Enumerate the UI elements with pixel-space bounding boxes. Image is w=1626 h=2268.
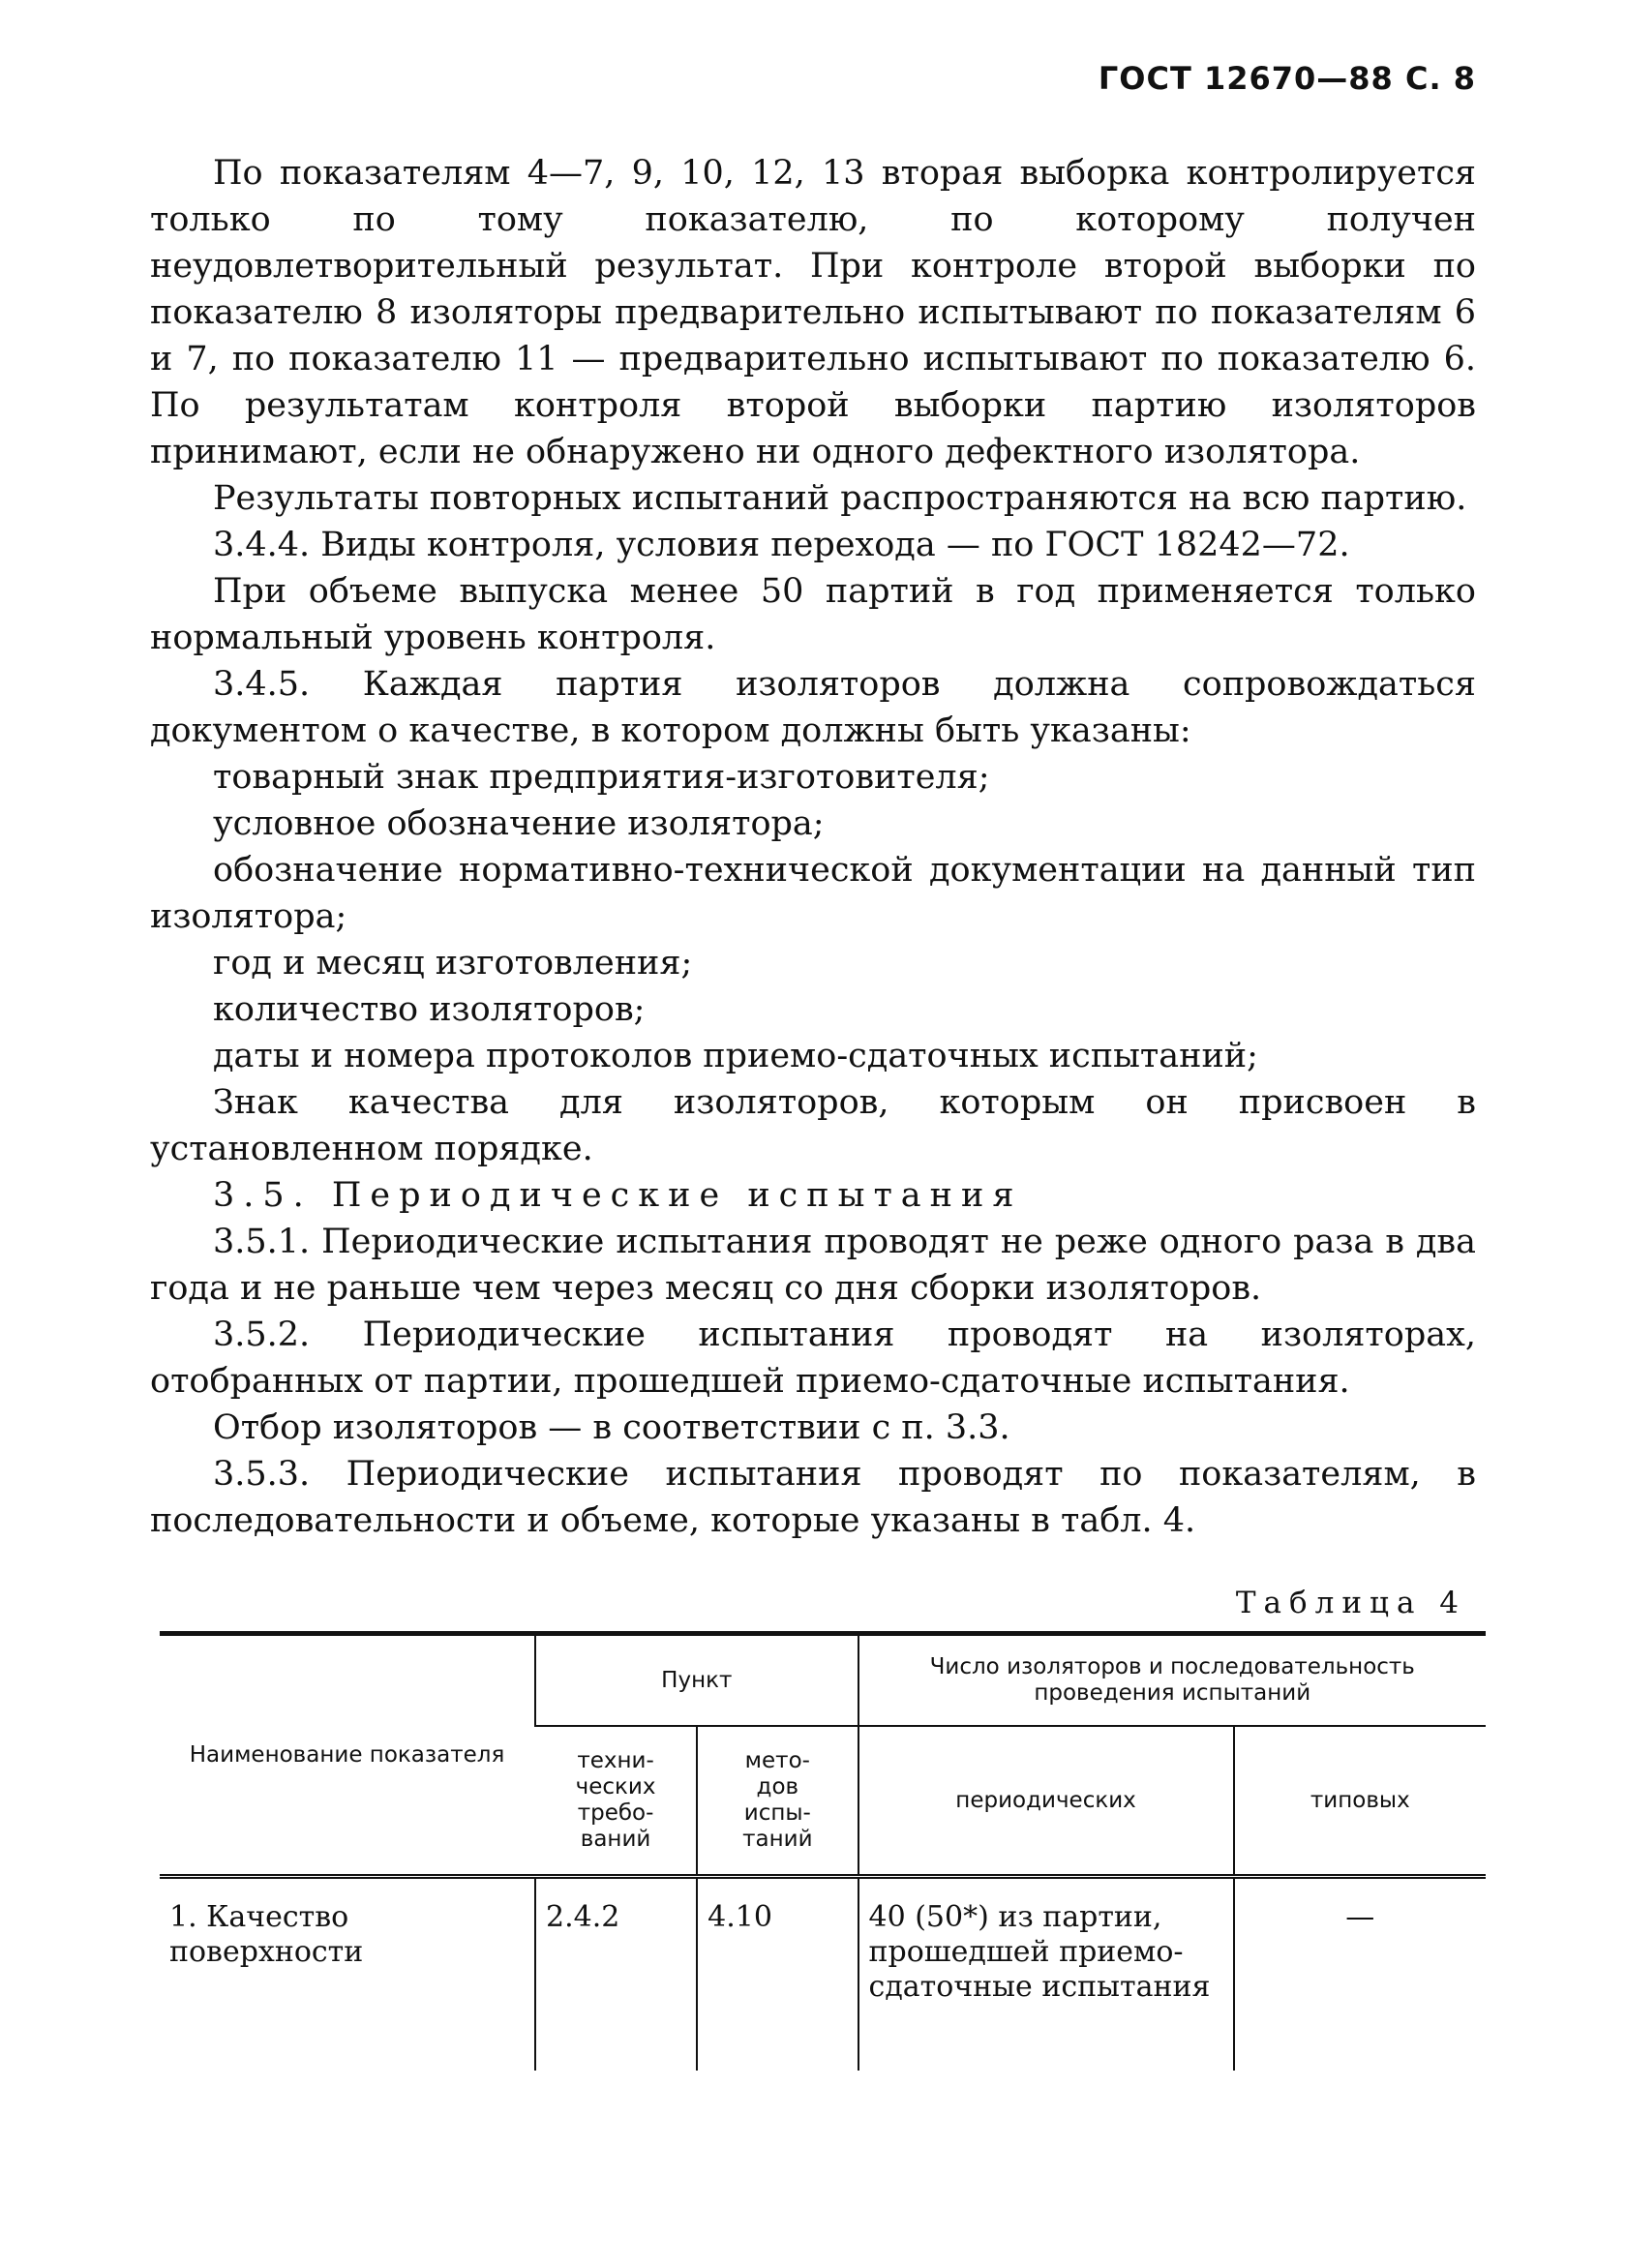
list-item: год и месяц изготовления;	[213, 944, 693, 983]
paragraph-3-5-1: 3.5.1. Периодические испытания проводят не реже одного раза в два года и не раньше чем через месяц со дня сборки изоляторов.	[150, 1223, 1476, 1308]
paragraph-3-4-4: 3.4.4. Виды контроля, условия перехода — по ГОСТ 18242—72.	[213, 526, 1350, 564]
header-tech-requirements: техни- ческих требо- ваний	[535, 1726, 697, 1877]
table-caption: Таблица 4	[1235, 1586, 1466, 1620]
paragraph-repeat-tests: Результаты повторных испытаний распространяются на всю партию.	[213, 479, 1467, 518]
list-item: условное обозначение изолятора;	[213, 804, 825, 843]
list-item: количество изоляторов;	[213, 990, 646, 1029]
cell-periodic: 40 (50*) из партии, прошедшей приемо-сдаточные испытания	[858, 1877, 1234, 2071]
paragraph-3-4-5: 3.4.5. Каждая партия изоляторов должна сопровождаться документом о качестве, в котором должны быть указаны:	[150, 665, 1476, 750]
paragraph-second-sample: По показателям 4—7, 9, 10, 12, 13 вторая выборка контролируется только по тому показателю, по которому получен неудовлетворительный результат. При контроле второй выборки по показателю 8 изоляторы предварительно испытывают по показателям 6 и 7, по показателю 11 — предварительно испытывают по показателю 6. По результатам контроля второй выборки партию изоляторов принимают, если не обнаружено ни одного дефектного изолятора.	[150, 154, 1476, 471]
list-item: обозначение нормативно-технической документации на данный тип изолятора;	[150, 851, 1476, 936]
paragraph-3-5-2: 3.5.2. Периодические испытания проводят на изоляторах, отобранных от партии, прошедшей приемо-сдаточные испытания.	[150, 1315, 1476, 1401]
page-header: ГОСТ 12670—88 С. 8	[1098, 60, 1476, 97]
document-body	[150, 150, 1476, 1544]
header-punkt: Пункт	[535, 1634, 858, 1727]
paragraph-3-5-3: 3.5.3. Периодические испытания проводят по показателям, в последовательности и объеме, которые указаны в табл. 4.	[150, 1455, 1476, 1540]
list-item: Знак качества для изоляторов, которым он присвоен в установленном порядке.	[150, 1083, 1476, 1168]
section-heading-3-5: 3.5. Периодические испытания	[213, 1176, 1023, 1215]
header-count-sequence: Число изоляторов и последовательность проведения испытаний	[858, 1634, 1486, 1727]
cell-test-methods: 4.10	[697, 1877, 858, 2071]
table-4	[160, 1631, 1486, 2071]
header-test-methods: мето- дов испы- таний	[697, 1726, 858, 1877]
paragraph-output-volume: При объеме выпуска менее 50 партий в год применяется только нормальный уровень контроля.	[150, 572, 1476, 657]
cell-tech-requirements: 2.4.2	[535, 1877, 697, 2071]
header-type-tests: типовых	[1234, 1726, 1486, 1877]
paragraph-sampling: Отбор изоляторов — в соответствии с п. 3.3.	[213, 1408, 1010, 1447]
list-item: товарный знак предприятия-изготовителя;	[213, 758, 990, 797]
table-row	[160, 1877, 1486, 2071]
list-item: даты и номера протоколов приемо-сдаточных испытаний;	[213, 1037, 1258, 1075]
cell-type-tests: —	[1234, 1877, 1486, 2071]
cell-indicator-name: 1. Качество поверхности	[169, 1900, 364, 1969]
header-indicator-name: Наименование показателя	[160, 1634, 535, 1877]
header-periodic: периодических	[858, 1726, 1234, 1877]
